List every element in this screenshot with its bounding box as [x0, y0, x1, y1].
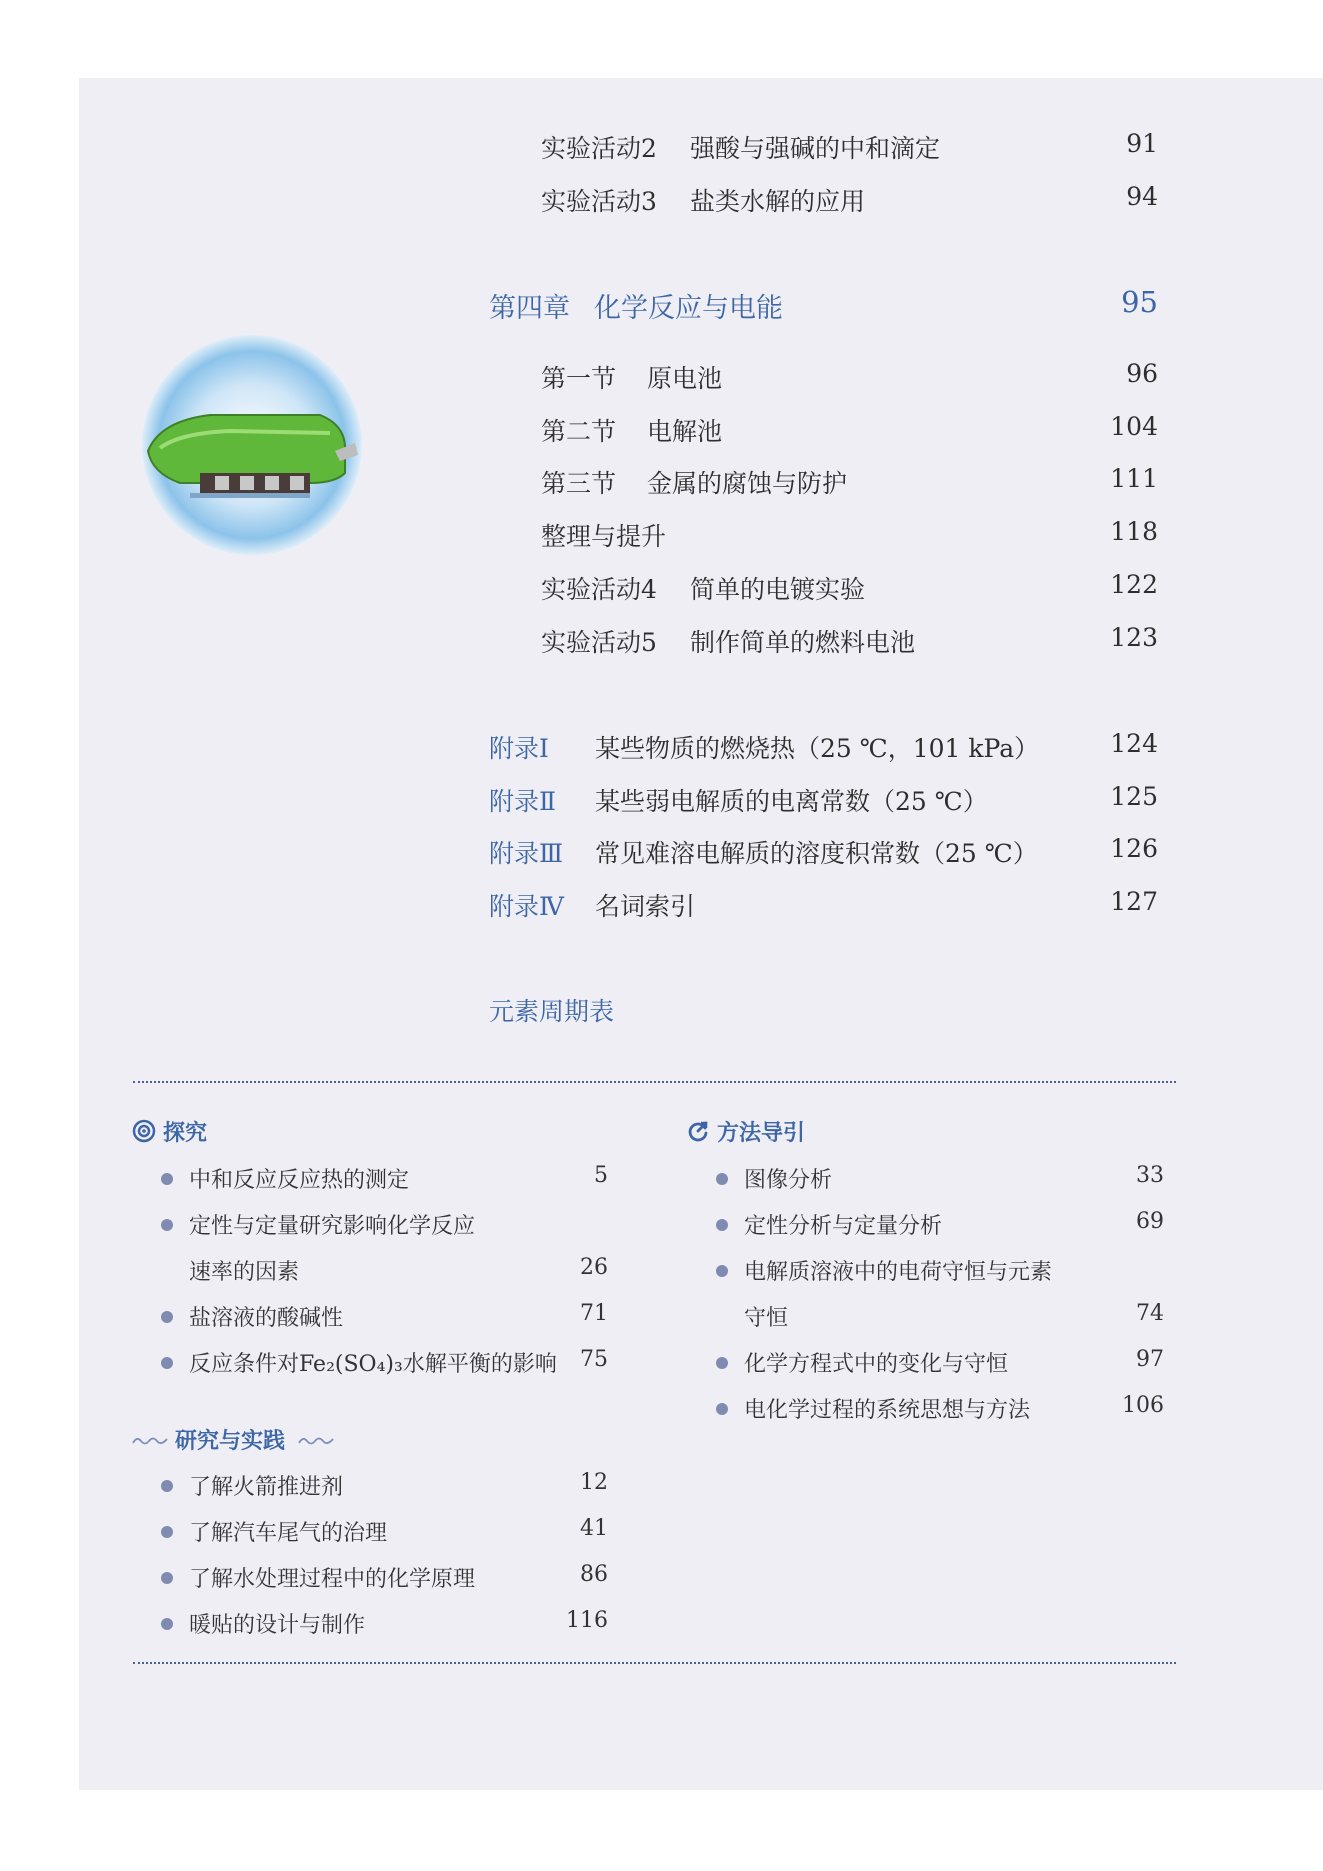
- dotted-divider: [133, 1081, 1176, 1083]
- appendix-page: 125: [1110, 782, 1158, 811]
- list-item-page: 71: [580, 1301, 608, 1326]
- list-item-page: 33: [1136, 1163, 1164, 1188]
- list-item-text: 电化学过程的系统思想与方法: [744, 1398, 1031, 1423]
- toc-label: 第一节: [541, 364, 617, 393]
- bullet-icon: [161, 1219, 173, 1231]
- toc-page: 104: [1110, 412, 1158, 441]
- bullet-icon: [161, 1618, 173, 1630]
- list-item-page: 12: [580, 1470, 608, 1495]
- toc-page: 118: [1110, 517, 1158, 546]
- chapter-title: 化学反应与电能: [594, 293, 783, 324]
- toc-title: 整理与提升: [541, 522, 667, 551]
- list-item-page: 116: [566, 1608, 608, 1633]
- compass-arrow-icon: [686, 1119, 710, 1143]
- chapter-page: 95: [1121, 285, 1158, 319]
- list-item-text: 中和反应反应热的测定: [189, 1168, 410, 1193]
- bullet-icon: [716, 1357, 728, 1369]
- list-item-text: 盐溶液的酸碱性: [189, 1306, 344, 1331]
- appendix-title: 某些物质的燃烧热（25 ℃，101 kPa）: [595, 734, 1040, 763]
- list-item-text: 定性分析与定量分析: [744, 1214, 943, 1239]
- appendix-label: 附录Ⅲ: [489, 839, 564, 868]
- appendix-page: 126: [1110, 834, 1158, 863]
- dotted-divider: [133, 1662, 1176, 1664]
- appendix-title: 某些弱电解质的电离常数（25 ℃）: [595, 787, 988, 816]
- list-item-text: 暖贴的设计与制作: [189, 1613, 366, 1638]
- appendix-label: 附录Ⅳ: [489, 892, 564, 921]
- list-item-page: 106: [1122, 1393, 1164, 1418]
- wave-ornament-icon: [298, 1434, 334, 1448]
- toc-page: 122: [1110, 570, 1158, 599]
- section-heading-methods: 方法导引: [717, 1121, 806, 1146]
- list-item-text: 了解汽车尾气的治理: [189, 1521, 388, 1546]
- list-item-page: 86: [580, 1562, 608, 1587]
- appendix-label: 附录Ⅰ: [489, 734, 549, 763]
- wave-ornament-icon: [132, 1434, 168, 1448]
- list-item-page: 74: [1136, 1301, 1164, 1326]
- list-item-text: 了解火箭推进剂: [189, 1475, 344, 1500]
- bullet-icon: [161, 1526, 173, 1538]
- list-item-page: 97: [1136, 1347, 1164, 1372]
- list-item-page: 26: [580, 1255, 608, 1280]
- section-heading-research: 研究与实践: [175, 1429, 286, 1454]
- list-item-page: 75: [580, 1347, 608, 1372]
- bullet-icon: [716, 1265, 728, 1277]
- toc-title: 盐类水解的应用: [690, 187, 866, 216]
- appendix-label: 附录Ⅱ: [489, 787, 556, 816]
- toc-title: 原电池: [647, 364, 723, 393]
- toc-title: 制作简单的燃料电池: [690, 628, 916, 657]
- toc-title: 简单的电镀实验: [690, 575, 866, 604]
- toc-label: 第三节: [541, 469, 617, 498]
- toc-page: 91: [1126, 129, 1158, 158]
- list-item-text: 图像分析: [744, 1168, 833, 1193]
- bullet-icon: [161, 1173, 173, 1185]
- bullet-icon: [161, 1357, 173, 1369]
- bullet-icon: [161, 1480, 173, 1492]
- toc-page: 94: [1126, 182, 1158, 211]
- toc-title: 金属的腐蚀与防护: [647, 469, 848, 498]
- bullet-icon: [716, 1173, 728, 1185]
- target-icon: [132, 1119, 156, 1143]
- bullet-icon: [161, 1572, 173, 1584]
- toc-label: 实验活动4: [541, 575, 657, 604]
- toc-page: 123: [1110, 623, 1158, 652]
- appendix-title: 常见难溶电解质的溶度积常数（25 ℃）: [595, 839, 1038, 868]
- list-item-text: 守恒: [744, 1306, 789, 1331]
- chapter-label: 第四章: [489, 293, 570, 324]
- toc-label: 实验活动2: [541, 134, 657, 163]
- toc-title: 电解池: [647, 417, 723, 446]
- toc-label: 第二节: [541, 417, 617, 446]
- toc-page: 96: [1126, 359, 1158, 388]
- appendix-page: 124: [1110, 729, 1158, 758]
- list-item-text: 速率的因素: [189, 1260, 300, 1285]
- list-item-text: 定性与定量研究影响化学反应: [189, 1214, 476, 1239]
- toc-title: 强酸与强碱的中和滴定: [690, 134, 941, 163]
- list-item-text: 了解水处理过程中的化学原理: [189, 1567, 476, 1592]
- list-item-page: 69: [1136, 1209, 1164, 1234]
- list-item-page: 5: [594, 1163, 608, 1188]
- periodic-table-link: 元素周期表: [489, 997, 615, 1026]
- list-item-text: 化学方程式中的变化与守恒: [744, 1352, 1009, 1377]
- bullet-icon: [161, 1311, 173, 1323]
- list-item-text: 电解质溶液中的电荷守恒与元素: [744, 1260, 1053, 1285]
- toc-label: 实验活动5: [541, 628, 657, 657]
- list-item-text: 反应条件对Fe₂(SO₄)₃水解平衡的影响: [189, 1352, 557, 1377]
- list-item-page: 41: [580, 1516, 608, 1541]
- toc-page: 111: [1110, 464, 1158, 493]
- toc-label: 实验活动3: [541, 187, 657, 216]
- appendix-title: 名词索引: [595, 892, 696, 921]
- bullet-icon: [716, 1403, 728, 1415]
- appendix-page: 127: [1110, 887, 1158, 916]
- submersible-image: [140, 333, 365, 558]
- bullet-icon: [716, 1219, 728, 1231]
- section-heading-explore: 探究: [163, 1121, 208, 1146]
